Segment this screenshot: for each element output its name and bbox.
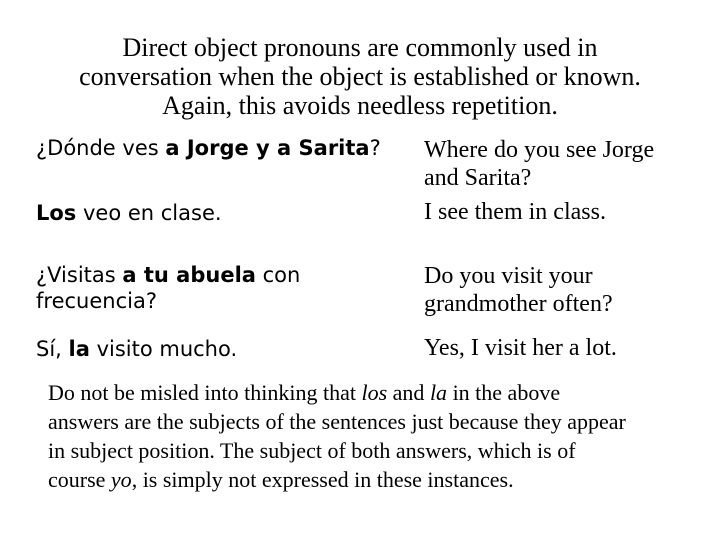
question-2-spanish: ¿Visitas a tu abuela con frecuencia? bbox=[36, 263, 301, 313]
question-2-english: Do you visit your grandmother often? bbox=[424, 263, 613, 317]
direct-object-highlight: a Jorge y a Sarita bbox=[165, 136, 370, 160]
answer-1-spanish: Los veo en clase. bbox=[36, 201, 222, 225]
note-line-3: in subject position. The subject of both answers, which is of bbox=[48, 438, 576, 463]
answer-2-spanish: Sí, la visito mucho. bbox=[36, 337, 238, 361]
title-line-3: Again, this avoids needless repetition. bbox=[162, 91, 558, 120]
note-line-1: Do not be misled into thinking that los and la in the above bbox=[48, 380, 561, 405]
direct-object-highlight: a tu abuela bbox=[122, 263, 256, 287]
question-1-english: Where do you see Jorge and Sarita? bbox=[424, 137, 655, 191]
note-line-4: course yo, is simply not expressed in these instances. bbox=[48, 467, 514, 492]
note-line-2: answers are the subjects of the sentences just because they appear bbox=[48, 409, 626, 434]
slide-title bbox=[0, 33, 720, 120]
pronoun-highlight: la bbox=[68, 337, 90, 361]
explanatory-note bbox=[48, 378, 708, 494]
answer-1-english: I see them in class. bbox=[424, 199, 606, 225]
answer-2-english: Yes, I visit her a lot. bbox=[424, 335, 617, 361]
title-line-1: Direct object pronouns are commonly used in bbox=[122, 33, 598, 62]
question-1-spanish: ¿Dónde ves a Jorge y a Sarita? bbox=[36, 136, 381, 160]
title-line-2: conversation when the object is established or known. bbox=[79, 62, 641, 91]
pronoun-highlight: Los bbox=[36, 201, 77, 225]
